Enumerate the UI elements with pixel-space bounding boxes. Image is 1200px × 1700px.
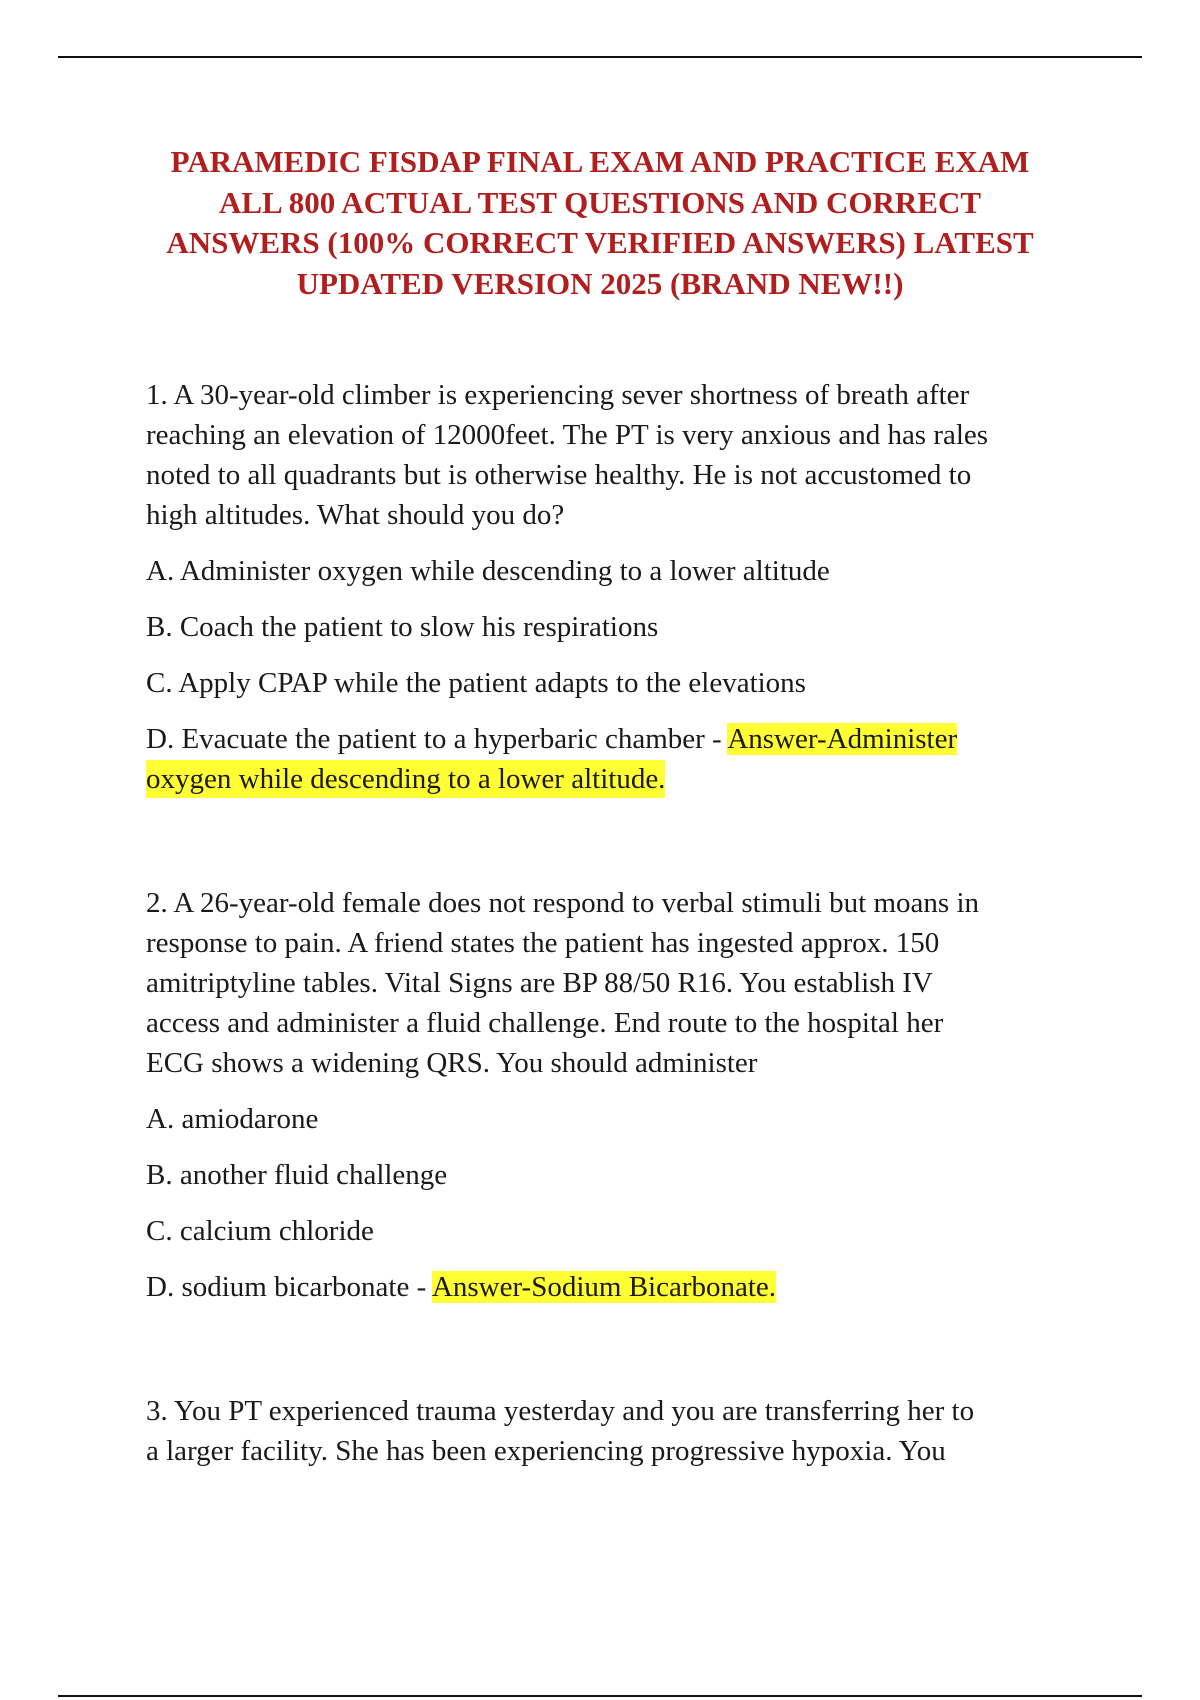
bottom-rule (58, 1695, 1142, 1697)
stem-line: response to pain. A friend states the patient has ingested approx. 150 (146, 927, 940, 959)
top-rule (58, 56, 1142, 58)
question-list (146, 375, 1146, 1471)
answer-highlight: Answer-Administer (727, 723, 958, 755)
option-a: A. Administer oxygen while descending to a lower altitude (146, 555, 830, 587)
answer-highlight-continued: oxygen while descending to a lower altitude. (146, 760, 665, 798)
title-line: PARAMEDIC FISDAP FINAL EXAM AND PRACTICE EXAM (170, 144, 1030, 179)
title-line: ALL 800 ACTUAL TEST QUESTIONS AND CORRECT (218, 184, 982, 220)
question-stem (146, 375, 1146, 535)
stem-line: 3. You PT experienced trauma yesterday and you are transferring her to (146, 1395, 975, 1427)
document-title (140, 142, 1060, 304)
option-d (146, 1267, 1146, 1307)
stem-line: access and administer a fluid challenge. End route to the hospital her (146, 1007, 944, 1039)
stem-line: noted to all quadrants but is otherwise healthy. He is not accustomed to (146, 459, 972, 491)
option-c: C. calcium chloride (146, 1215, 374, 1247)
option-d-text: D. sodium bicarbonate - (146, 1271, 432, 1303)
question-1 (146, 375, 1146, 799)
stem-line: 2. A 26-year-old female does not respond to verbal stimuli but moans in (146, 887, 980, 919)
stem-line: a larger facility. She has been experiencing progressive hypoxia. You (146, 1435, 946, 1467)
option-b: B. another fluid challenge (146, 1159, 448, 1191)
stem-line: high altitudes. What should you do? (146, 499, 565, 531)
option-b: B. Coach the patient to slow his respirations (146, 611, 659, 643)
stem-line: 1. A 30-year-old climber is experiencing sever shortness of breath after (146, 379, 970, 411)
stem-line: ECG shows a widening QRS. You should administer (146, 1047, 758, 1079)
option-c: C. Apply CPAP while the patient adapts to the elevations (146, 667, 806, 699)
option-a: A. amiodarone (146, 1103, 319, 1135)
answer-highlight: Answer-Sodium Bicarbonate. (431, 1271, 777, 1303)
option-d-text: D. Evacuate the patient to a hyperbaric chamber - (146, 723, 728, 755)
question-2 (146, 883, 1146, 1307)
question-stem (146, 883, 1146, 1083)
stem-line: amitriptyline tables. Vital Signs are BP 88/50 R16. You establish IV (146, 967, 933, 999)
stem-line: reaching an elevation of 12000feet. The PT is very anxious and has rales (146, 419, 989, 451)
title-line: ANSWERS (100% CORRECT VERIFIED ANSWERS) LATEST (166, 225, 1034, 260)
title-line: UPDATED VERSION 2025 (BRAND NEW!!) (296, 265, 904, 301)
question-3 (146, 1391, 1146, 1471)
option-d (146, 719, 1146, 799)
question-stem (146, 1391, 1146, 1471)
